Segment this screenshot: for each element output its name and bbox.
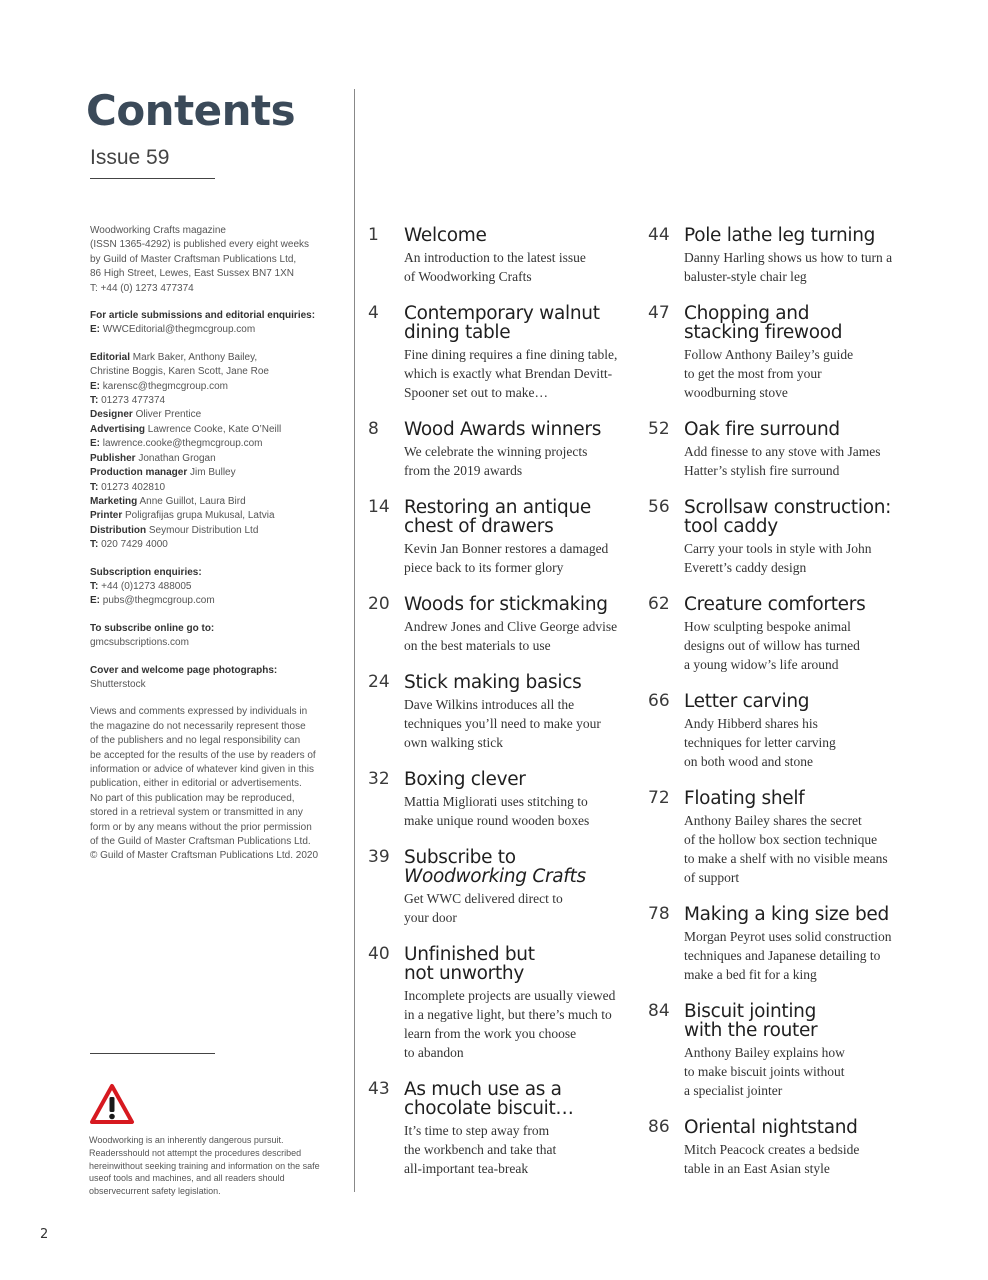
entry-page-number: 1 [368, 225, 379, 245]
warning-line: should not attempt the procedures described herein [89, 1147, 302, 1171]
staff-line [90, 423, 335, 437]
entry-title-line: dining table [404, 322, 511, 343]
entry-title [684, 494, 916, 536]
entry-description [404, 617, 636, 655]
entry-page-number: 14 [368, 497, 390, 517]
entry-title-line: As much use as a [404, 1079, 562, 1100]
entry-title-line: Biscuit jointing [684, 1001, 817, 1022]
entry-description [404, 695, 636, 752]
staff-value: Jonathan Grogan [138, 452, 216, 464]
staff-label: T: [90, 539, 99, 551]
staff-value: lawrence.cooke@thegmcgroup.com [102, 438, 263, 450]
entry-title-line: Restoring an antique [404, 497, 591, 518]
entry-description-line: which is exactly what Brendan Devitt- [404, 366, 613, 381]
entry-description [404, 792, 636, 830]
contents-entry [366, 222, 636, 286]
entry-description-line: to abandon [404, 1045, 464, 1060]
entry-description [684, 617, 916, 674]
entry-title-line: Woodworking Crafts [404, 866, 586, 887]
entry-title-line: tool caddy [684, 516, 778, 537]
entry-title-line: Creature comforters [684, 594, 866, 615]
staff-value: Oliver Prentice [135, 409, 202, 421]
staff-label: Marketing [90, 495, 138, 507]
entry-description-line: Hatter’s stylish fire surround [684, 463, 840, 478]
subscription-email: pubs@thegmcgroup.com [102, 595, 215, 607]
entry-title-line: Oriental nightstand [684, 1117, 858, 1138]
photos-block [90, 664, 335, 693]
entry-title-line: not unworthy [404, 963, 525, 984]
entry-description-line: Add finesse to any stove with James [684, 444, 881, 459]
staff-value: 01273 402810 [101, 481, 166, 493]
entry-title [684, 688, 916, 711]
publisher-block [90, 224, 335, 296]
entry-description-line: own walking stick [404, 735, 503, 750]
entry-description-line: to get the most from your [684, 366, 822, 381]
staff-label: Distribution [90, 524, 147, 536]
contents-entry [646, 494, 916, 577]
entry-description-line: in a negative light, but there’s much to [404, 1007, 612, 1022]
entry-description-line: Danny Harling shows us how to turn a [684, 250, 893, 265]
entry-description-line: Spooner set out to make… [404, 385, 548, 400]
entry-description-line: from the 2019 awards [404, 463, 523, 478]
entry-page-number: 78 [648, 904, 670, 924]
contents-entry [646, 222, 916, 286]
entry-description-line: piece back to its former glory [404, 560, 564, 575]
entry-title [404, 591, 636, 614]
disclaimer-line: the magazine do not necessarily represent those [90, 720, 306, 732]
entry-page-number: 86 [648, 1117, 670, 1137]
entry-title [404, 1076, 636, 1118]
subscription-phone-line [90, 580, 335, 594]
subscription-block [90, 566, 335, 609]
entry-description-line: Andrew Jones and Clive George advise [404, 619, 618, 634]
staff-line [90, 509, 335, 523]
disclaimer-line: form or by any means without the prior permission [90, 821, 312, 833]
contents-entry [646, 300, 916, 402]
issue-number: Issue 59 [90, 146, 170, 169]
staff-label: Editorial [90, 351, 131, 363]
publisher-line: 86 High Street, Lewes, East Sussex BN7 1XN [90, 268, 294, 280]
publisher-line: T: +44 (0) 1273 477374 [90, 282, 194, 294]
staff-value: Seymour Distribution Ltd [148, 524, 259, 536]
entry-description-line: Andy Hibberd shares his [684, 716, 818, 731]
staff-label: Publisher [90, 452, 136, 464]
staff-label: T: [90, 481, 99, 493]
contents-entry [366, 416, 636, 480]
contents-entry [646, 785, 916, 887]
entry-page-number: 4 [368, 303, 379, 323]
publisher-line: Woodworking Crafts magazine [90, 225, 226, 236]
entry-description-line: Anthony Bailey explains how [684, 1045, 845, 1060]
entry-description-line: techniques and Japanese detailing to [684, 948, 881, 963]
entry-description-line: Everett’s caddy design [684, 560, 807, 575]
disclaimer-line: publication, either in editorial or advertisements. [90, 778, 302, 790]
entry-title [404, 416, 636, 439]
entry-description [404, 248, 636, 286]
entry-description [684, 714, 916, 771]
entry-description-line: Mattia Migliorati uses stitching to [404, 794, 588, 809]
entry-description-line: Anthony Bailey shares the secret [684, 813, 862, 828]
entry-description-line: of the hollow box section technique [684, 832, 878, 847]
staff-value: Anne Guillot, Laura Bird [139, 495, 246, 507]
publisher-line: by Guild of Master Craftsman Publications Ltd, [90, 253, 297, 265]
entry-page-number: 84 [648, 1001, 670, 1021]
entry-description-line: techniques you’ll need to make your [404, 716, 601, 731]
entry-title [404, 669, 636, 692]
disclaimer-line: of the Guild of Master Craftsman Publications Ltd. [90, 836, 311, 848]
entry-title [684, 785, 916, 808]
title-divider [90, 178, 215, 179]
entry-page-number: 56 [648, 497, 670, 517]
entry-description [684, 248, 916, 286]
entry-description-line: Incomplete projects are usually viewed [404, 988, 616, 1003]
disclaimer-line: Views and comments expressed by individuals in [90, 706, 308, 718]
staff-label: T: [90, 395, 99, 407]
staff-value: Poligrafijas grupa Mukusal, Latvia [125, 510, 275, 522]
submissions-email-line [90, 323, 335, 337]
entry-page-number: 44 [648, 225, 670, 245]
entry-description-line: How sculpting bespoke animal [684, 619, 851, 634]
contents-entry [646, 416, 916, 480]
staff-value: Jim Bulley [190, 467, 236, 479]
entry-description-line: Kevin Jan Bonner restores a damaged [404, 541, 609, 556]
contents-entry [646, 901, 916, 984]
contents-column-right [646, 222, 916, 1192]
contents-entry [366, 591, 636, 655]
entry-description [404, 1121, 636, 1178]
entry-title [404, 494, 636, 536]
contents-column-left [366, 222, 636, 1192]
disclaimer [90, 705, 335, 863]
publisher-line: (ISSN 1365-4292) is published every eight weeks [90, 239, 310, 251]
entry-title [684, 416, 916, 439]
entry-title [684, 998, 916, 1040]
entry-title-line: Making a king size bed [684, 904, 889, 925]
entry-page-number: 43 [368, 1079, 390, 1099]
email-label: E: [90, 595, 100, 607]
entry-title-line: chocolate biscuit… [404, 1098, 574, 1119]
entry-description [404, 889, 636, 927]
entry-page-number: 32 [368, 769, 390, 789]
staff-line [90, 538, 335, 552]
disclaimer-line: of the publishers and no legal responsibility can [90, 735, 301, 747]
page-number: 2 [40, 1227, 49, 1242]
warning-divider [90, 1053, 215, 1054]
safety-warning [89, 1134, 334, 1198]
entry-description-line: make a bed fit for a king [684, 967, 817, 982]
staff-block [90, 351, 335, 553]
entry-description [684, 811, 916, 887]
entry-title [684, 901, 916, 924]
contents-entry [366, 766, 636, 830]
entry-title-line: with the router [684, 1020, 818, 1041]
entry-title-line: Letter carving [684, 691, 810, 712]
warning-line: current safety legislation. [121, 1186, 221, 1197]
contents-entry [366, 941, 636, 1062]
entry-description-line: of Woodworking Crafts [404, 269, 532, 284]
entry-page-number: 62 [648, 594, 670, 614]
entry-description-line: woodburning stove [684, 385, 788, 400]
entry-title-line: Subscribe to [404, 847, 516, 868]
entry-title-line: Unfinished but [404, 944, 535, 965]
staff-line [90, 452, 335, 466]
entry-title-line: Wood Awards winners [404, 419, 602, 440]
entry-title [404, 941, 636, 983]
staff-line [90, 351, 335, 365]
entry-description [684, 927, 916, 984]
staff-label: Printer [90, 510, 123, 522]
staff-line [90, 437, 335, 451]
entry-description-line: Fine dining requires a fine dining table, [404, 347, 618, 362]
column-divider [354, 89, 355, 1192]
entry-description-line: Get WWC delivered direct to [404, 891, 563, 906]
entry-title-line: Pole lathe leg turning [684, 225, 876, 246]
entry-description-line: table in an East Asian style [684, 1161, 830, 1176]
entry-title [404, 766, 636, 789]
staff-line [90, 466, 335, 480]
entry-page-number: 20 [368, 594, 390, 614]
entry-description [684, 1140, 916, 1178]
online-url: gmcsubscriptions.com [90, 637, 189, 649]
entry-page-number: 52 [648, 419, 670, 439]
entry-description-line: a young widow’s life around [684, 657, 839, 672]
entry-description-line: An introduction to the latest issue [404, 250, 586, 265]
entry-title [404, 300, 636, 342]
entry-description-line: of support [684, 870, 740, 885]
masthead-info [90, 224, 335, 877]
entry-title-line: Oak fire surround [684, 419, 840, 440]
submissions-email: WWCEditorial@thegmcgroup.com [102, 324, 256, 336]
contents-entry [646, 688, 916, 771]
staff-label: Designer [90, 409, 133, 421]
entry-description [404, 986, 636, 1062]
page-title: Contents [86, 86, 296, 135]
entry-page-number: 39 [368, 847, 390, 867]
staff-value: 01273 477374 [101, 395, 166, 407]
entry-title-line: Stick making basics [404, 672, 582, 693]
disclaimer-line: No part of this publication may be reproduced, [90, 792, 295, 804]
staff-value: Lawrence Cooke, Kate O’Neill [147, 423, 282, 435]
submissions-block [90, 309, 335, 338]
entry-title-line: Boxing clever [404, 769, 526, 790]
entry-description-line: to make biscuit joints without [684, 1064, 845, 1079]
entry-title-line: chest of drawers [404, 516, 554, 537]
entry-title-line: Floating shelf [684, 788, 805, 809]
staff-line [90, 394, 335, 408]
online-block [90, 622, 335, 651]
disclaimer-line: be accepted for the results of the use by readers of [90, 749, 316, 761]
entry-title-line: Woods for stickmaking [404, 594, 608, 615]
entry-description-line: make unique round wooden boxes [404, 813, 590, 828]
photos-heading: Cover and welcome page photographs: [90, 664, 278, 676]
staff-line [90, 365, 335, 379]
entry-title [404, 844, 636, 886]
staff-value: 020 7429 4000 [101, 539, 168, 551]
contents-entry [646, 1114, 916, 1178]
warning-line: Woodworking is an inherently dangerous pursuit. Readers [89, 1135, 284, 1158]
entry-title-line: stacking firewood [684, 322, 843, 343]
subscription-email-line [90, 594, 335, 608]
contents-entry [366, 844, 636, 927]
entry-title [404, 222, 636, 245]
warning-line: without seeking training and information on the safe use [89, 1160, 320, 1184]
contents-entry [646, 591, 916, 674]
entry-title-line: Scrollsaw construction: [684, 497, 892, 518]
entry-description-line: Follow Anthony Bailey’s guide [684, 347, 854, 362]
entry-page-number: 40 [368, 944, 390, 964]
entry-title [684, 300, 916, 342]
staff-line [90, 524, 335, 538]
entry-description [684, 539, 916, 577]
entry-description-line: Mitch Peacock creates a bedside [684, 1142, 860, 1157]
entry-title-line: Welcome [404, 225, 487, 246]
staff-label: E: [90, 438, 100, 450]
entry-page-number: 47 [648, 303, 670, 323]
entry-title [684, 591, 916, 614]
entry-page-number: 24 [368, 672, 390, 692]
entry-description [404, 442, 636, 480]
entry-description-line: to make a shelf with no visible means [684, 851, 888, 866]
entry-description-line: designs out of willow has turned [684, 638, 860, 653]
entry-description [404, 345, 636, 402]
staff-label: Production manager [90, 467, 188, 479]
entry-title [684, 1114, 916, 1137]
entry-description-line: all-important tea-break [404, 1161, 529, 1176]
entry-description-line: the workbench and take that [404, 1142, 557, 1157]
entry-title [684, 222, 916, 245]
entry-description-line: Morgan Peyrot uses solid construction [684, 929, 892, 944]
subscription-heading: Subscription enquiries: [90, 566, 202, 578]
subscription-phone: +44 (0)1273 488005 [101, 580, 192, 592]
entry-description-line: on both wood and stone [684, 754, 813, 769]
photos-credit: Shutterstock [90, 678, 146, 690]
staff-label: E: [90, 380, 100, 392]
entry-page-number: 8 [368, 419, 379, 439]
contents-entry [646, 998, 916, 1100]
entry-description-line: We celebrate the winning projects [404, 444, 588, 459]
entry-page-number: 66 [648, 691, 670, 711]
disclaimer-line: stored in a retrieval system or transmitted in any [90, 807, 303, 819]
phone-label: T: [90, 580, 99, 592]
entry-description [684, 1043, 916, 1100]
submissions-heading: For article submissions and editorial enquiries: [90, 310, 316, 322]
entry-description-line: Carry your tools in style with John [684, 541, 872, 556]
staff-value: Mark Baker, Anthony Bailey, [132, 351, 258, 363]
entry-description-line: Dave Wilkins introduces all the [404, 697, 575, 712]
entry-description [404, 539, 636, 577]
staff-line [90, 408, 335, 422]
disclaimer-line: information or advice of whatever kind given in this [90, 764, 315, 775]
contents-entry [366, 494, 636, 577]
contents-entry [366, 1076, 636, 1178]
entry-description-line: baluster-style chair leg [684, 269, 807, 284]
contents-entry [366, 300, 636, 402]
staff-line [90, 380, 335, 394]
entry-description-line: your door [404, 910, 457, 925]
warning-line: of tools and machines, and all readers should observe [89, 1173, 285, 1197]
contents-entry [366, 669, 636, 752]
entry-description [684, 345, 916, 402]
disclaimer-line: © Guild of Master Craftsman Publications Ltd. 2020 [90, 850, 319, 862]
entry-description-line: It’s time to step away from [404, 1123, 550, 1138]
entry-description-line: learn from the work you choose [404, 1026, 577, 1041]
staff-line [90, 481, 335, 495]
entry-description-line: on the best materials to use [404, 638, 551, 653]
warning-triangle-icon [89, 1083, 135, 1125]
entry-description-line: techniques for letter carving [684, 735, 836, 750]
email-label: E: [90, 324, 100, 336]
entry-description-line: a specialist jointer [684, 1083, 783, 1098]
staff-line [90, 495, 335, 509]
online-heading: To subscribe online go to: [90, 622, 215, 634]
staff-value: karensc@thegmcgroup.com [102, 380, 228, 392]
staff-value: Christine Boggis, Karen Scott, Jane Roe [90, 366, 269, 378]
entry-description [684, 442, 916, 480]
entry-page-number: 72 [648, 788, 670, 808]
entry-title-line: Chopping and [684, 303, 810, 324]
staff-label: Advertising [90, 423, 146, 435]
entry-title-line: Contemporary walnut [404, 303, 600, 324]
